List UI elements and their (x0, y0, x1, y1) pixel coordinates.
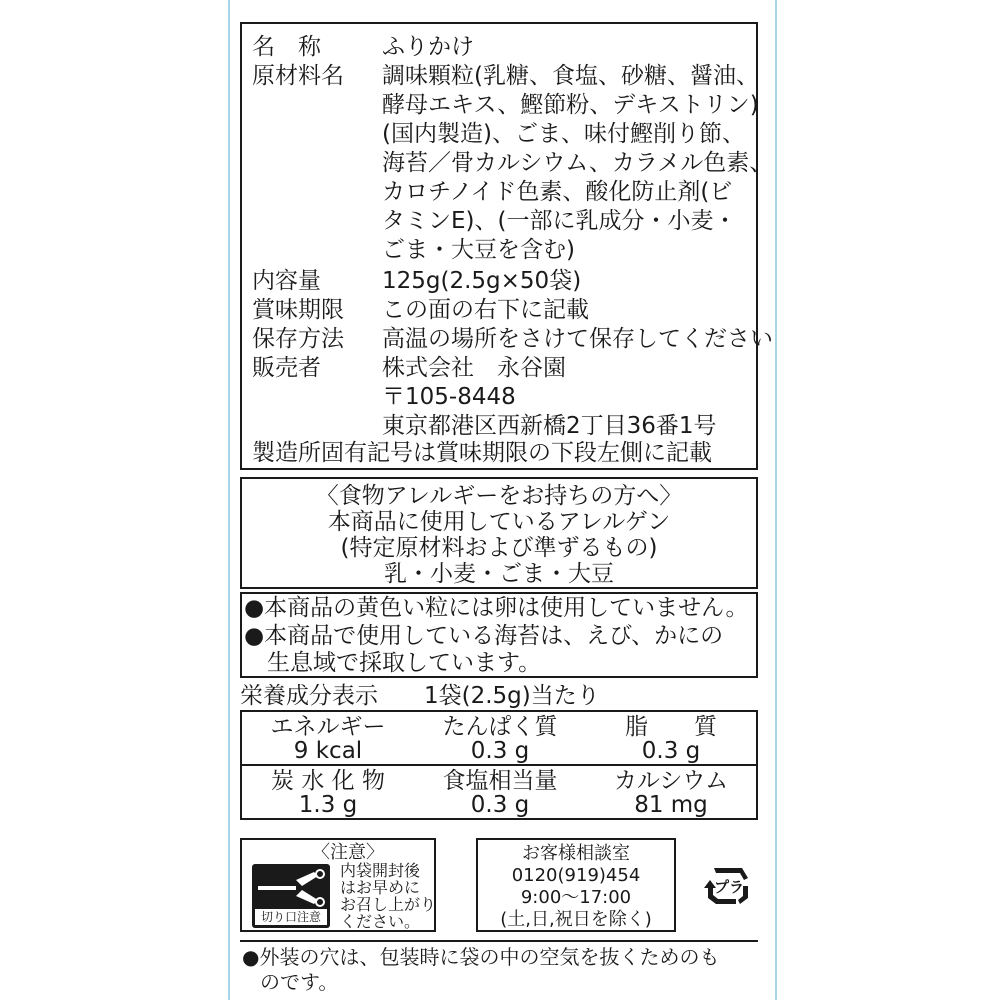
bottom-note-line: ●外装の穴は、包装時に袋の中の空気を抜くためのも (242, 945, 720, 969)
nutrition-table (240, 710, 758, 820)
cut-warning-icon (252, 864, 330, 928)
nutrient-value: 0.3 g (641, 738, 701, 764)
caution-title: 〈注意〉 (312, 842, 384, 863)
contact-phone: 0120(919)454 (511, 865, 641, 886)
ingredients-line: タミンE)、(一部に乳成分・小麦・ (382, 208, 737, 234)
label-name: 名 称 (252, 34, 321, 60)
caution-box (240, 838, 436, 932)
value-content: 125g(2.5g×50袋) (382, 268, 582, 294)
cut-warning-label: 切り口注意 (255, 909, 327, 925)
nutrient-name: カルシウム (613, 768, 729, 794)
allergy-heading: 〈食物アレルギーをお持ちの方へ〉 (315, 483, 683, 509)
allergy-box (240, 477, 758, 589)
nutrient-value: 0.3 g (470, 792, 530, 818)
label-footer: 製造所固有記号は賞味期限の下段左側に記載 (252, 440, 712, 466)
caution-line: お召し上がり (340, 895, 437, 914)
ingredients-line: ごま・大豆を含む) (382, 237, 575, 263)
contact-hours: 9:00〜17:00 (520, 887, 632, 908)
nutrient-name: 食塩相当量 (442, 768, 558, 794)
caution-line: ください。 (340, 912, 421, 931)
allergy-list: 乳・小麦・ごま・大豆 (384, 561, 614, 587)
nutrient-name: たんぱく質 (442, 714, 558, 740)
seller-name: 株式会社 永谷園 (382, 355, 566, 381)
recycle-icon (700, 858, 756, 914)
nutrition-title: 栄養成分表示 1袋(2.5g)当たり (240, 683, 600, 709)
contact-title: お客様相談室 (522, 843, 630, 864)
contact-box (476, 838, 676, 932)
allergy-line: 本商品に使用しているアレルゲン (327, 509, 671, 535)
nutrient-name: 脂 質 (625, 714, 717, 740)
label-ingredients: 原材料名 (252, 63, 344, 89)
nutrient-name: 炭 水 化 物 (271, 768, 385, 794)
value-name: ふりかけ (382, 34, 474, 60)
package-panel (228, 0, 777, 1000)
label-seller: 販売者 (252, 355, 321, 381)
caution-line: 内袋開封後 (340, 861, 421, 880)
seller-address: 東京都港区西新橋2丁目36番1号 (382, 413, 717, 439)
caution-line: はお早めに (340, 878, 421, 897)
nutrient-name: エネルギー (270, 714, 386, 740)
label-storage: 保存方法 (252, 326, 344, 352)
note-line: 生息域で採取しています。 (244, 650, 542, 676)
note-line: ●本商品で使用している海苔は、えび、かにの (244, 623, 724, 649)
ingredients-line: 酵母エキス、鰹節粉、デキストリン) (382, 92, 759, 118)
ingredients-line: カロチノイド色素、酸化防止剤(ビ (382, 179, 733, 205)
product-label-table (240, 22, 773, 470)
label-content: 内容量 (252, 268, 321, 294)
seller-postcode: 〒105-8448 (382, 384, 516, 410)
ingredients-line: 海苔／骨カルシウム、カラメル色素、 (382, 150, 773, 176)
label-best-before: 賞味期限 (252, 297, 344, 323)
allergy-line: (特定原材料および準ずるもの) (340, 535, 658, 561)
ingredients-line: 調味顆粒(乳糖、食塩、砂糖、醤油、 (382, 63, 759, 89)
contact-closed-days: (土,日,祝日を除く) (500, 909, 652, 930)
value-ingredients (382, 62, 772, 265)
value-storage: 高温の場所をさけて保存してください (382, 326, 773, 352)
note-line: ●本商品の黄色い粒には卵は使用していません。 (244, 595, 749, 621)
nutrient-value: 1.3 g (298, 792, 358, 818)
value-best-before: この面の右下に記載 (382, 297, 589, 323)
notes-box (240, 592, 758, 678)
bottom-note-box (240, 940, 758, 998)
recycle-label: プラ (714, 878, 745, 896)
nutrient-value: 81 mg (634, 792, 708, 818)
nutrition-divider (242, 764, 756, 766)
scissors-icon (252, 864, 330, 908)
nutrient-value: 0.3 g (470, 738, 530, 764)
ingredients-line: (国内製造)、ごま、味付鰹削り節、 (382, 121, 745, 147)
value-seller (382, 354, 717, 441)
nutrient-value: 9 kcal (293, 738, 363, 764)
bottom-note-line: のです。 (260, 970, 339, 994)
